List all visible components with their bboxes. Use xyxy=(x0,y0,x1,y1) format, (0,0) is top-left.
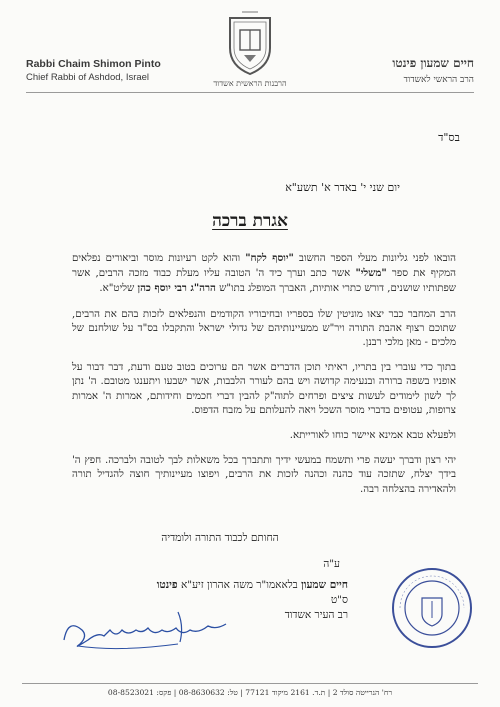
bsd-mark: בס"ד xyxy=(438,131,460,144)
signature-st: ס"ט xyxy=(330,594,348,606)
letter-date: יום שני י' באדר א' תשע"א xyxy=(285,181,400,194)
book-subject: "משלי" xyxy=(355,267,387,280)
header-english xyxy=(26,58,216,83)
signature-name: חיים שמעון xyxy=(301,579,348,591)
letter-body xyxy=(72,251,456,508)
p1-text-b: והוא לקט רעיונות מוסר וביאורים נפלאים המקיף את ספר xyxy=(72,253,456,280)
paragraph-1 xyxy=(72,251,456,297)
footer-divider xyxy=(22,683,478,684)
header-divider xyxy=(26,92,474,93)
official-stamp-icon xyxy=(390,566,474,650)
letter-title-text: אגרת ברכה xyxy=(212,211,288,231)
english-title: Chief Rabbi of Ashdod, Israel xyxy=(26,72,150,83)
crest-caption: הרבנות הראשית אשדוד xyxy=(213,79,287,88)
crest-logo xyxy=(213,8,287,88)
paragraph-2: הרב המחבר כבר יצאו מוניטין שלו בספריו ובחיבוריו הקודמים והנפלאים לזכות בהם את הרבים, שתוכם רצוף אהבת התורה ויר"ש ממעיינותיהם של גדולי ישראל והתקבלו בס"ד על שולחנם של מלכים - מאן מלכי רבנן. xyxy=(72,308,456,349)
closing-line: החותם לכבוד התורה ולומדיה xyxy=(161,532,279,544)
english-name: Rabbi Chaim Shimon Pinto xyxy=(26,58,161,70)
footer-contact: רח' הנרייטה סולד 2 | ת.ד. 2161 מיקוד 77121 | טל: 08-8630632 | פקס: 08-8523021 xyxy=(107,688,393,697)
hebrew-title: הרב הראשי לאשדוד xyxy=(403,75,474,85)
book-title: "יוסף לקח" xyxy=(245,252,294,264)
signature-surname: פינטו xyxy=(156,579,178,591)
signature-title: רב העיר אשדוד xyxy=(284,609,348,621)
header-hebrew xyxy=(284,56,474,85)
handwritten-signature-icon xyxy=(58,600,238,656)
ah-mark: ע"ה xyxy=(323,558,340,570)
letter-title xyxy=(0,211,500,231)
paragraph-4: ולפעלא טבא אמינא איישר כוחו לאורייתא. xyxy=(289,430,456,442)
paragraph-3: בתוך כדי עוברי בין בתריו, ראיתי תוכן הדברים אשר הם ערוכים בטוב טעם ודעת, דבר דבור על אופניו בשפה ברורה ובנעימה קדושה ויש בהם לעורר הלבבות, אשר ישבעו ויתענגו מטובם. ה' נתן לך לשון לימודים לעשות ציצים ופרחים לתוה"ק להבין דברי חכמים וחידותם, אמרות ה' אמרות צרופות, עטופים בדברי מוסר השכל ויאה להעלותם על מזבח הדפוס. xyxy=(72,362,456,416)
hebrew-name: חיים שמעון פינטו xyxy=(392,56,474,70)
paragraph-5: יהי רצון ודברך יעשה פרי ותשמח במעשי ידיך ותתברך בכל משאלות לבך לטובה ולברכה. חפץ ה' בידך יצלח, שתזכה עוד כהנה וכהנה לזכות את הרבים, ויפוצו מעיינותיך חוצה להגדיל תורה ולהאדירה בהצלחה רבה. xyxy=(72,455,456,495)
p1-text-a: הובאו לפני גליונות מעלי הספר החשוב xyxy=(293,253,456,264)
author-name: הרה"ג רבי יוסף כהן xyxy=(137,282,216,295)
crest-shield-icon xyxy=(222,8,278,78)
p1-text-c: אשר כתב וערך כיד ה' הטובה עליו מעלת כבוד מזכה הרבים, אשר שפתותיו שושנים, דורש כתרי אותיות, האברך המופלג בתו"ש xyxy=(72,268,456,295)
signature-lineage: בלאאמו"ר משה אהרון זיע"א xyxy=(177,579,302,591)
signature-name-line xyxy=(68,578,348,593)
p1-text-d: שליט"א. xyxy=(99,283,138,295)
